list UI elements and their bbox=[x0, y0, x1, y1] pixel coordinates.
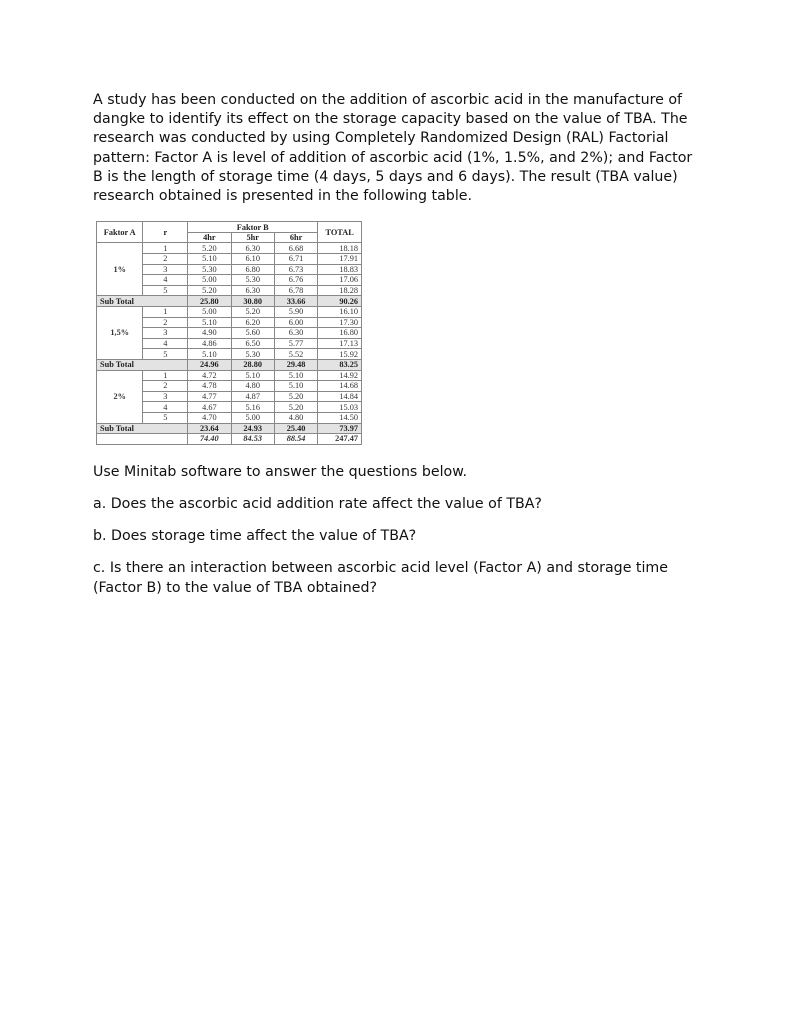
grand-total: 247.47 bbox=[318, 434, 362, 445]
value-cell: 6.30 bbox=[231, 243, 274, 254]
value-cell: 6.80 bbox=[231, 264, 274, 275]
subtotal-total: 83.25 bbox=[318, 359, 362, 370]
value-cell: 6.30 bbox=[274, 328, 317, 339]
row-total-cell: 14.92 bbox=[318, 370, 362, 381]
replicate-cell: 3 bbox=[143, 391, 188, 402]
value-cell: 5.00 bbox=[188, 306, 231, 317]
value-cell: 5.30 bbox=[231, 349, 274, 360]
grand-total-row bbox=[97, 434, 362, 445]
document-page bbox=[93, 91, 703, 611]
intro-paragraph: A study has been conducted on the addition of ascorbic acid in the manufacture of dangke to identify its effect on the storage capacity based on the value of TBA. The research was conducted by using Completely Randomized Design (RAL) Factorial pattern: Factor A is level of addition of ascorbic acid (1%, 1.5%, and 2%); and Factor B is the length of storage time (4 days, 5 days and 6 days). The result (TBA value) research obtained is presented in the following table. bbox=[93, 92, 693, 205]
row-total-cell: 15.03 bbox=[318, 402, 362, 413]
grand-column-total: 84.53 bbox=[231, 434, 274, 445]
value-cell: 4.80 bbox=[231, 381, 274, 392]
subtotal-label: Sub Total bbox=[97, 423, 188, 434]
subtotal-value: 25.40 bbox=[274, 423, 317, 434]
value-cell: 5.90 bbox=[274, 306, 317, 317]
subtotal-label: Sub Total bbox=[97, 359, 188, 370]
value-cell: 5.77 bbox=[274, 338, 317, 349]
value-cell: 6.73 bbox=[274, 264, 317, 275]
value-cell: 6.68 bbox=[274, 243, 317, 254]
value-cell: 5.10 bbox=[231, 370, 274, 381]
value-cell: 5.20 bbox=[274, 402, 317, 413]
faktor-a-cell: 2% bbox=[97, 370, 143, 423]
subtotal-row bbox=[97, 423, 362, 434]
replicate-cell: 2 bbox=[143, 381, 188, 392]
value-cell: 4.72 bbox=[188, 370, 231, 381]
value-cell: 4.90 bbox=[188, 328, 231, 339]
value-cell: 6.30 bbox=[231, 285, 274, 296]
replicate-cell: 1 bbox=[143, 306, 188, 317]
subtotal-total: 90.26 bbox=[318, 296, 362, 307]
subtotal-value: 28.80 bbox=[231, 359, 274, 370]
instruction-text: Use Minitab software to answer the questions below. bbox=[93, 463, 467, 480]
value-cell: 4.77 bbox=[188, 391, 231, 402]
value-cell: 4.80 bbox=[274, 412, 317, 423]
value-cell: 5.30 bbox=[188, 264, 231, 275]
value-cell: 5.10 bbox=[274, 381, 317, 392]
faktor-a-cell: 1,5% bbox=[97, 306, 143, 359]
question-b: b. Does storage time affect the value of TBA? bbox=[93, 528, 417, 545]
row-total-cell: 17.06 bbox=[318, 275, 362, 286]
table-row bbox=[97, 370, 362, 381]
subtotal-value: 24.93 bbox=[231, 423, 274, 434]
value-cell: 6.10 bbox=[231, 254, 274, 265]
row-total-cell: 14.50 bbox=[318, 412, 362, 423]
replicate-cell: 2 bbox=[143, 317, 188, 328]
replicate-cell: 4 bbox=[143, 275, 188, 286]
subtotal-value: 24.96 bbox=[188, 359, 231, 370]
replicate-cell: 1 bbox=[143, 243, 188, 254]
replicate-cell: 4 bbox=[143, 402, 188, 413]
value-cell: 6.20 bbox=[231, 317, 274, 328]
value-cell: 5.16 bbox=[231, 402, 274, 413]
subtotal-total: 73.97 bbox=[318, 423, 362, 434]
replicate-cell: 5 bbox=[143, 349, 188, 360]
value-cell: 5.10 bbox=[274, 370, 317, 381]
value-cell: 5.00 bbox=[188, 275, 231, 286]
value-cell: 6.78 bbox=[274, 285, 317, 296]
value-cell: 5.52 bbox=[274, 349, 317, 360]
subtotal-value: 23.64 bbox=[188, 423, 231, 434]
subtotal-value: 33.66 bbox=[274, 296, 317, 307]
subtotal-label: Sub Total bbox=[97, 296, 188, 307]
header-faktor-a: Faktor A bbox=[97, 222, 143, 243]
header-4hr: 4hr bbox=[188, 232, 231, 243]
value-cell: 5.30 bbox=[231, 275, 274, 286]
value-cell: 5.60 bbox=[231, 328, 274, 339]
value-cell: 4.86 bbox=[188, 338, 231, 349]
row-total-cell: 18.83 bbox=[318, 264, 362, 275]
question-a: a. Does the ascorbic acid addition rate affect the value of TBA? bbox=[93, 495, 542, 512]
row-total-cell: 14.68 bbox=[318, 381, 362, 392]
grand-column-total: 88.54 bbox=[274, 434, 317, 445]
value-cell: 5.10 bbox=[188, 349, 231, 360]
value-cell: 5.20 bbox=[274, 391, 317, 402]
replicate-cell: 1 bbox=[143, 370, 188, 381]
value-cell: 5.20 bbox=[188, 243, 231, 254]
value-cell: 5.00 bbox=[231, 412, 274, 423]
row-total-cell: 18.28 bbox=[318, 285, 362, 296]
grand-column-total: 74.40 bbox=[188, 434, 231, 445]
value-cell: 5.10 bbox=[188, 317, 231, 328]
grand-total-blank bbox=[97, 434, 188, 445]
value-cell: 4.78 bbox=[188, 381, 231, 392]
table-body bbox=[97, 243, 362, 444]
value-cell: 4.67 bbox=[188, 402, 231, 413]
header-total: TOTAL bbox=[318, 222, 362, 243]
replicate-cell: 5 bbox=[143, 285, 188, 296]
value-cell: 5.10 bbox=[188, 254, 231, 265]
table-row bbox=[97, 243, 362, 254]
row-total-cell: 18.18 bbox=[318, 243, 362, 254]
subtotal-row bbox=[97, 296, 362, 307]
subtotal-value: 30.80 bbox=[231, 296, 274, 307]
questions-section bbox=[93, 463, 703, 598]
row-total-cell: 17.13 bbox=[318, 338, 362, 349]
header-5hr: 5hr bbox=[231, 232, 274, 243]
tba-results-table bbox=[96, 221, 362, 444]
value-cell: 6.00 bbox=[274, 317, 317, 328]
value-cell: 4.70 bbox=[188, 412, 231, 423]
value-cell: 5.20 bbox=[188, 285, 231, 296]
replicate-cell: 3 bbox=[143, 328, 188, 339]
value-cell: 6.71 bbox=[274, 254, 317, 265]
subtotal-value: 29.48 bbox=[274, 359, 317, 370]
subtotal-value: 25.80 bbox=[188, 296, 231, 307]
replicate-cell: 4 bbox=[143, 338, 188, 349]
table-row bbox=[97, 306, 362, 317]
value-cell: 5.20 bbox=[231, 306, 274, 317]
row-total-cell: 16.80 bbox=[318, 328, 362, 339]
subtotal-row bbox=[97, 359, 362, 370]
row-total-cell: 16.10 bbox=[318, 306, 362, 317]
value-cell: 6.76 bbox=[274, 275, 317, 286]
row-total-cell: 17.91 bbox=[318, 254, 362, 265]
tba-table-container bbox=[96, 221, 703, 444]
faktor-a-cell: 1% bbox=[97, 243, 143, 296]
question-c: c. Is there an interaction between ascorbic acid level (Factor A) and storage time (Factor B) to the value of TBA obtained? bbox=[93, 560, 668, 596]
replicate-cell: 2 bbox=[143, 254, 188, 265]
row-total-cell: 15.92 bbox=[318, 349, 362, 360]
header-6hr: 6hr bbox=[274, 232, 317, 243]
row-total-cell: 14.84 bbox=[318, 391, 362, 402]
value-cell: 6.50 bbox=[231, 338, 274, 349]
replicate-cell: 3 bbox=[143, 264, 188, 275]
replicate-cell: 5 bbox=[143, 412, 188, 423]
header-faktor-b: Faktor B bbox=[188, 222, 318, 233]
row-total-cell: 17.30 bbox=[318, 317, 362, 328]
value-cell: 4.87 bbox=[231, 391, 274, 402]
header-r: r bbox=[143, 222, 188, 243]
